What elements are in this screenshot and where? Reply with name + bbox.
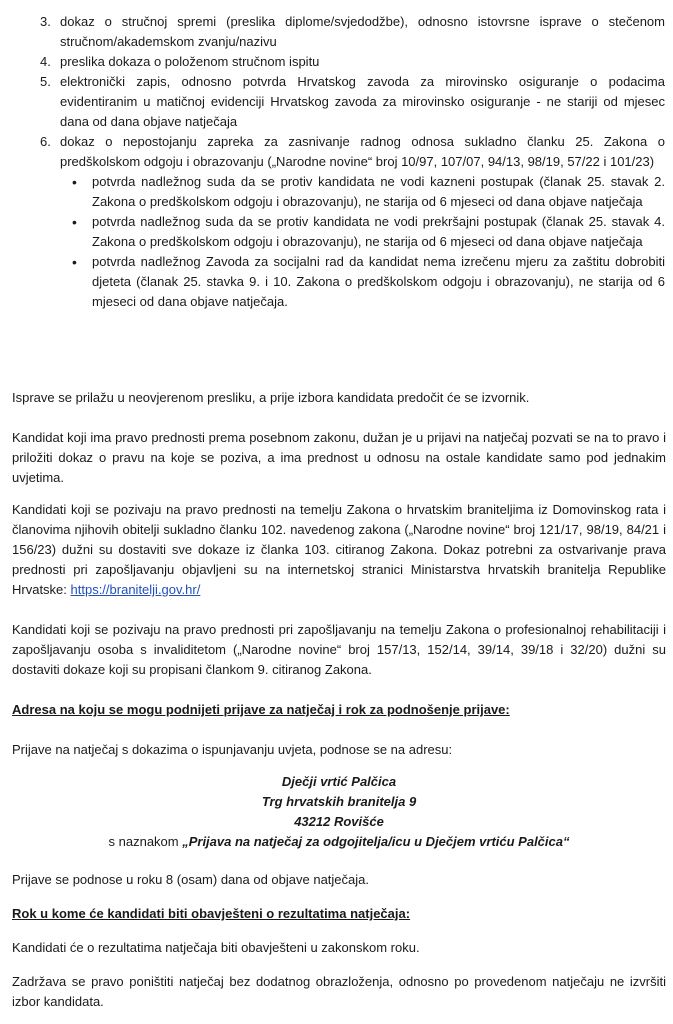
bullet-item	[72, 252, 665, 312]
list-item-text: dokaz o nepostojanju zapreka za zasnivanje radnog odnosa sukladno članku 25. Zakona o predškolskom odgoju i obrazovanju („Narodne novine“ broj 10/97, 107/07, 94/13, 98/19, 57/22 i 101/23)	[60, 134, 665, 169]
bullet-icon: •	[72, 254, 77, 270]
heading-results: Rok u kome će kandidati biti obavješteni o rezultatima natječaja:	[12, 906, 411, 921]
paragraph-veterans	[12, 500, 666, 600]
paragraph-deadline: Prijave se podnose u roku 8 (osam) dana od objave natječaja.	[12, 872, 369, 887]
paragraph-cancel: Zadržava se pravo poništiti natječaj bez dodatnog obrazloženja, odnosno po provedenom natječaju ne izvršiti izbor kandidata.	[12, 974, 666, 1009]
list-item	[12, 12, 665, 52]
requirements-list	[12, 12, 665, 312]
list-item-text: elektronički zapis, odnosno potvrda Hrvatskog zavoda za mirovinsko osiguranje o podacima evidentiranim u matičnoj evidenciji Hrvatskog zavoda za mirovinsko osiguranje - ne stariji od mjesec dana od dana objave natječaja	[60, 74, 665, 129]
list-number: 5.	[40, 74, 51, 89]
list-item	[12, 132, 665, 312]
bullet-text: potvrda nadležnog Zavoda za socijalni rad da kandidat nema izrečenu mjeru za zaštitu dobrobiti djeteta (članak 25. stavka 9. i 10. Zakona o predškolskom odgoju i obrazovanju), ne starija od 6 mjeseci od dana objave natječaja.	[92, 254, 665, 309]
list-number: 6.	[40, 134, 51, 149]
paragraph-veterans-text: Kandidati koji se pozivaju na pravo prednosti na temelju Zakona o hrvatskim braniteljima iz Domovinskog rata i članovima njihovih obitelji sukladno članku 102. navedenog zakona („Narodne novine“ broj 121/17, 98/19, 84/21 i 156/23) dužni su dostaviti sve dokaze iz članka 103. citiranog Zakona. Dokaz potrebni za ostvarivanje prava prednosti pri zapošljavanju objavljeni su na internetskoj stranici Ministarstva hrvatskih branitelja Republike Hrvatske:	[12, 502, 666, 597]
list-number: 4.	[40, 54, 51, 69]
paragraph-results: Kandidati će o rezultatima natječaja biti obavješteni u zakonskom roku.	[12, 940, 420, 955]
paragraph-submit: Prijave na natječaj s dokazima o ispunjavanju uvjeta, podnose se na adresu:	[12, 742, 453, 757]
branitelji-link[interactable]: https://branitelji.gov.hr/	[70, 582, 201, 597]
bullet-text: potvrda nadležnog suda da se protiv kandidata ne vodi kazneni postupak (članak 25. stavak 2. Zakona o predškolskom odgoju i obrazovanju), ne starija od 6 mjeseci od dana objave natječaja	[92, 174, 665, 209]
sub-bullet-list	[12, 172, 665, 312]
heading-address: Adresa na koju se mogu podnijeti prijave za natječaj i rok za podnošenje prijave:	[12, 702, 510, 717]
list-item	[12, 52, 665, 72]
bullet-icon: •	[72, 214, 77, 230]
list-number: 3.	[40, 14, 51, 29]
address-name: Dječji vrtić Palčica	[281, 774, 397, 789]
address-note	[12, 832, 666, 852]
list-item-text: preslika dokaza o položenom stručnom ispitu	[60, 54, 320, 69]
bullet-icon: •	[72, 174, 77, 190]
address-city: 43212 Rovišće	[294, 814, 384, 829]
paragraph-priority: Kandidat koji ima pravo prednosti prema posebnom zakonu, dužan je u prijavi na natječaj pozvati se na to pravo i priložiti dokaz o pravu na koje se poziva, a ima prednost u odnosu na ostale kandidate samo pod jednakim uvjetima.	[12, 430, 666, 485]
list-item	[12, 72, 665, 132]
list-item-text: dokaz o stručnoj spremi (preslika diplome/svjedodžbe), odnosno istovrsne isprave o stečenom stručnom/akademskom zvanju/nazivu	[60, 14, 665, 49]
bullet-item	[72, 212, 665, 252]
address-note-title: „Prijava na natječaj za odgojitelja/icu u Dječjem vrtiću Palčica“	[182, 834, 570, 849]
bullet-text: potvrda nadležnog suda da se protiv kandidata ne vodi prekršajni postupak (članak 25. stavak 4. Zakona o predškolskom odgoju i obrazovanju), ne starija od 6 mjeseci od dana objave natječaja	[92, 214, 665, 249]
paragraph-documents: Isprave se prilažu u neovjerenom presliku, a prije izbora kandidata predočit će se izvornik.	[12, 390, 530, 405]
address-note-prefix: s naznakom	[108, 834, 183, 849]
bullet-item	[72, 172, 665, 212]
paragraph-disability: Kandidati koji se pozivaju na pravo prednosti pri zapošljavanju na temelju Zakona o profesionalnoj rehabilitaciji i zapošljavanju osoba s invaliditetom („Narodne novine“ broj 157/13, 152/14, 39/14, 39/18 i 32/20) dužni su dostaviti dokaze koji su propisani člankom 9. citiranog Zakona.	[12, 622, 666, 677]
address-street: Trg hrvatskih branitelja 9	[261, 794, 417, 809]
